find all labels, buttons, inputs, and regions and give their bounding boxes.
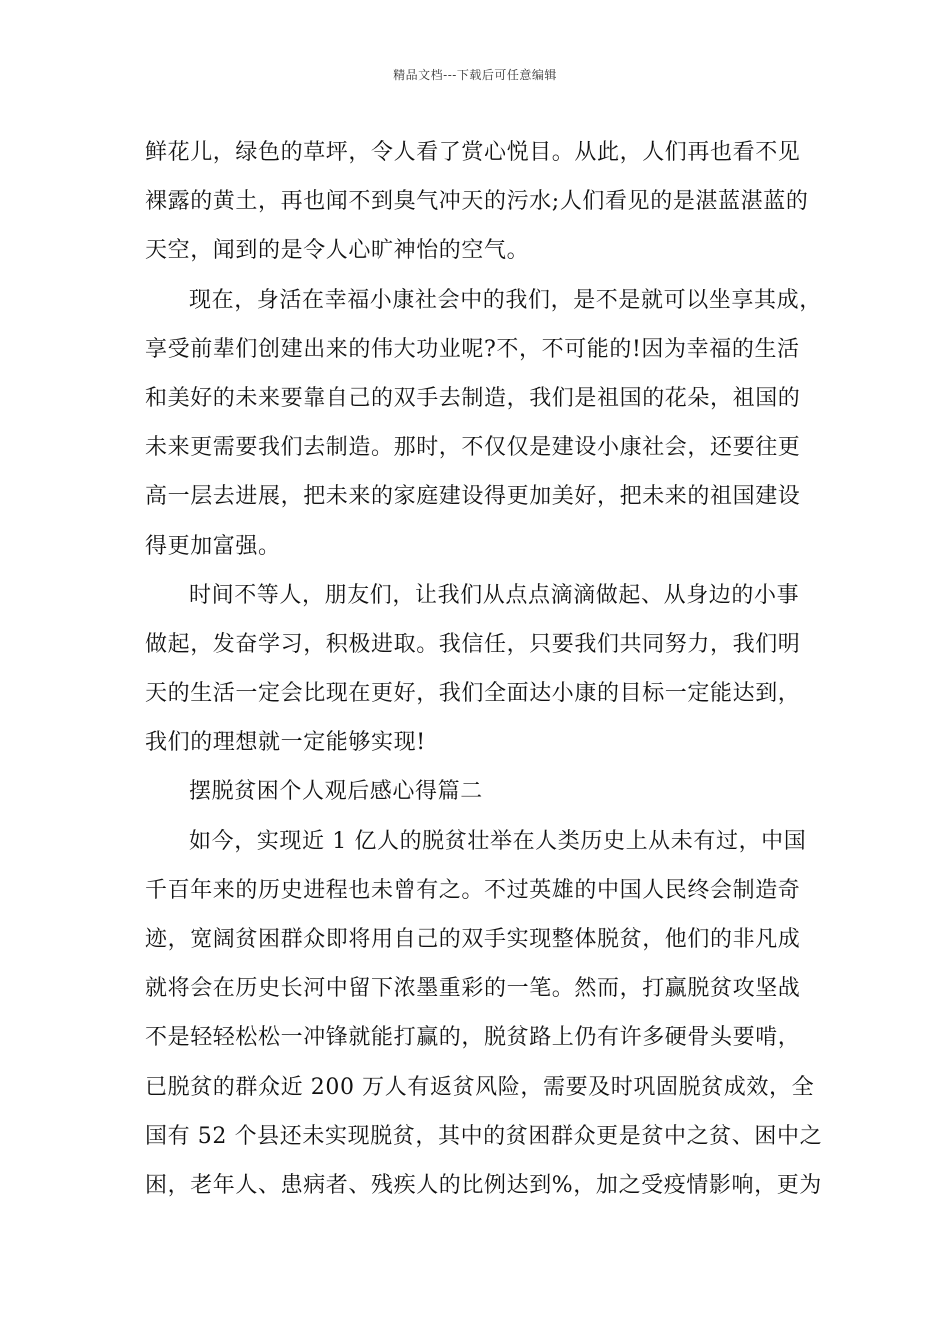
page-header: 精品文档---下载后可任意编辑 — [393, 68, 557, 82]
document-body — [145, 128, 823, 1210]
text-line: 不是轻轻松松一冲锋就能打赢的，脱贫路上仍有许多硬骨头要啃， — [145, 1025, 801, 1051]
text-line: 未来更需要我们去制造。那时，不仅仅是建设小康社会，还要往更 — [145, 435, 801, 461]
text-line: 做起，发奋学习，积极进取。我信任，只要我们共同努力，我们明 — [145, 631, 801, 657]
text-line: 天空，闻到的是令人心旷神怡的空气。 — [145, 238, 530, 264]
text-line: 迹，宽阔贫困群众即将用自己的双手实现整体脱贫，他们的非凡成 — [145, 927, 801, 952]
paragraph-start-line: 如今，实现近 1 亿人的脱贫壮举在人类历史上从未有过，中国 — [189, 828, 807, 854]
text-line: 我们的理想就一定能够实现! — [145, 730, 426, 756]
text-line: 裸露的黄土，再也闻不到臭气冲天的污水;人们看见的是湛蓝湛蓝的 — [145, 189, 809, 215]
text-line: 天的生活一定会比现在更好，我们全面达小康的目标一定能达到， — [145, 681, 801, 707]
text-line: 高一层去进展，把未来的家庭建设得更加美好，把未来的祖国建设 — [145, 484, 801, 510]
section-heading: 摆脱贫困个人观后感心得篇二 — [189, 779, 483, 805]
text-line: 已脱贫的群众近 200 万人有返贫风险，需要及时巩固脱贫成效，全 — [145, 1074, 815, 1100]
paragraph-start-line: 现在，身活在幸福小康社会中的我们，是不是就可以坐享其成， — [189, 287, 822, 313]
text-line: 得更加富强。 — [145, 533, 281, 559]
text-line: 和美好的未来要靠自己的双手去制造，我们是祖国的花朵，祖国的 — [145, 385, 801, 411]
paragraph-start-line: 时间不等人，朋友们，让我们从点点滴滴做起、从身边的小事 — [189, 582, 800, 608]
text-line: 困，老年人、患病者、残疾人的比例达到%，加之受疫情影响，更为 — [145, 1172, 822, 1198]
text-line: 千百年来的历史进程也未曾有之。不过英雄的中国人民终会制造奇 — [145, 877, 801, 903]
text-line: 鲜花儿，绿色的草坪，令人看了赏心悦目。从此，人们再也看不见 — [145, 140, 801, 165]
text-line: 国有 52 个县还未实现脱贫，其中的贫困群众更是贫中之贫、困中之 — [145, 1123, 823, 1149]
text-line: 享受前辈们创建出来的伟大功业呢?不，不可能的!因为幸福的生活 — [145, 336, 800, 362]
text-line: 就将会在历史长河中留下浓墨重彩的一笔。然而，打赢脱贫攻坚战 — [145, 976, 801, 1002]
